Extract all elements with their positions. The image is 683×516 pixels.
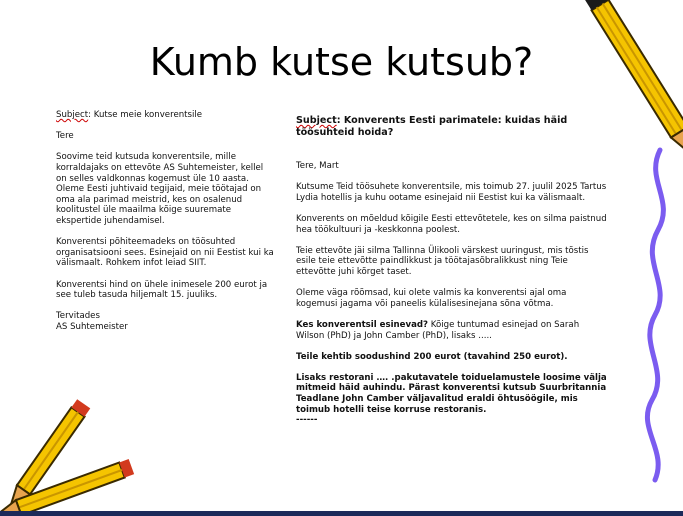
subject-text: : Kutse meie konverentsile: [88, 110, 203, 120]
subject-line: [56, 110, 276, 121]
paragraph: [296, 320, 608, 341]
closing: Tervitades: [56, 311, 100, 322]
squiggle-line: [647, 150, 663, 480]
paragraph: Oleme väga rõõmsad, kui olete valmis ka konverentsi ajal oma kogemusi jagama või paneelis külalisesinejana sõna võtma.: [296, 288, 567, 309]
greeting: Tere, Mart: [296, 161, 339, 171]
page-title: Kumb kutse kutsub?: [149, 40, 534, 84]
letter-2: [296, 115, 608, 426]
paragraph: Teie ettevõte jäi silma Tallinna Ülikooli värskest uuringust, mis tõstis esile teie ettevõtte paindlikkust ja töötajasõbralikkust ning Teie ettevõtte juhi kõrget taset.: [296, 245, 589, 277]
subject-text: : Konverents Eesti parimatele: kuidas häid töösuhteid hoida?: [296, 115, 568, 138]
price-line: Teile kehtib soodushind 200 eurot (tavahind 250 eurot).: [296, 351, 568, 362]
question-bold: Kes konverentsil esinevad?: [296, 319, 429, 330]
paragraph: Lisaks restorani …. .pakutavatele toiduelamustele loosime välja mitmeid häid auhindu. Pärast konverentsi kutsub Suurbritannia Teadlane John Camber väljavalitud eraldi õhtusöögile, mis toimub hotelli teise korruse restoranis.: [296, 372, 607, 415]
subject-label: Subject: [296, 115, 337, 126]
paragraph: Konverents on mõeldud kõigile Eesti ettevõtetele, kes on silma paistnud hea töökultuuri ja -keskkonna poolest.: [296, 213, 607, 235]
greeting: Tere: [56, 131, 74, 142]
page-bottom-bar: [0, 511, 683, 516]
paragraph: Soovime teid kutsuda konverentsile, mille korraldajaks on ettevõte AS Suhtemeister, kellel on selles valdkonnas kogemust üle 10 aasta. Oleme Eesti juhtivaid tegijaid, meie töötajad on oma ala parimad meistrid, kes on osalenud koolitustel üle maailma kõige suuremate ekspertide juhendamisel.: [56, 152, 264, 226]
subject-line: [296, 115, 608, 139]
signature: AS Suhtemeister: [56, 321, 128, 332]
paragraph: Kutsume Teid töösuhete konverentsile, mis toimub 27. juulil 2025 Tartus Lydia hotellis ja kuhu ootame esinejaid nii Eestist kui ka välismaalt.: [296, 182, 607, 203]
divider-dashes: ------: [296, 415, 318, 426]
letter-1: [56, 110, 276, 332]
paragraph: Konverentsi hind on ühele inimesele 200 eurot ja see tuleb tasuda hiljemalt 15. juuliks.: [56, 279, 268, 301]
paragraph-text: Kõige tuntumad esinejad on Sarah Wilson (PhD) ja John Camber (PhD), lisaks .....: [296, 319, 580, 341]
subject-label: Subject: [56, 110, 89, 120]
paragraph: Konverentsi põhiteemadeks on töösuhted organisatsiooni sees. Esinejaid on nii Eestist kui ka välismaalt. Rohkem infot leiad SIIT.: [56, 237, 274, 269]
